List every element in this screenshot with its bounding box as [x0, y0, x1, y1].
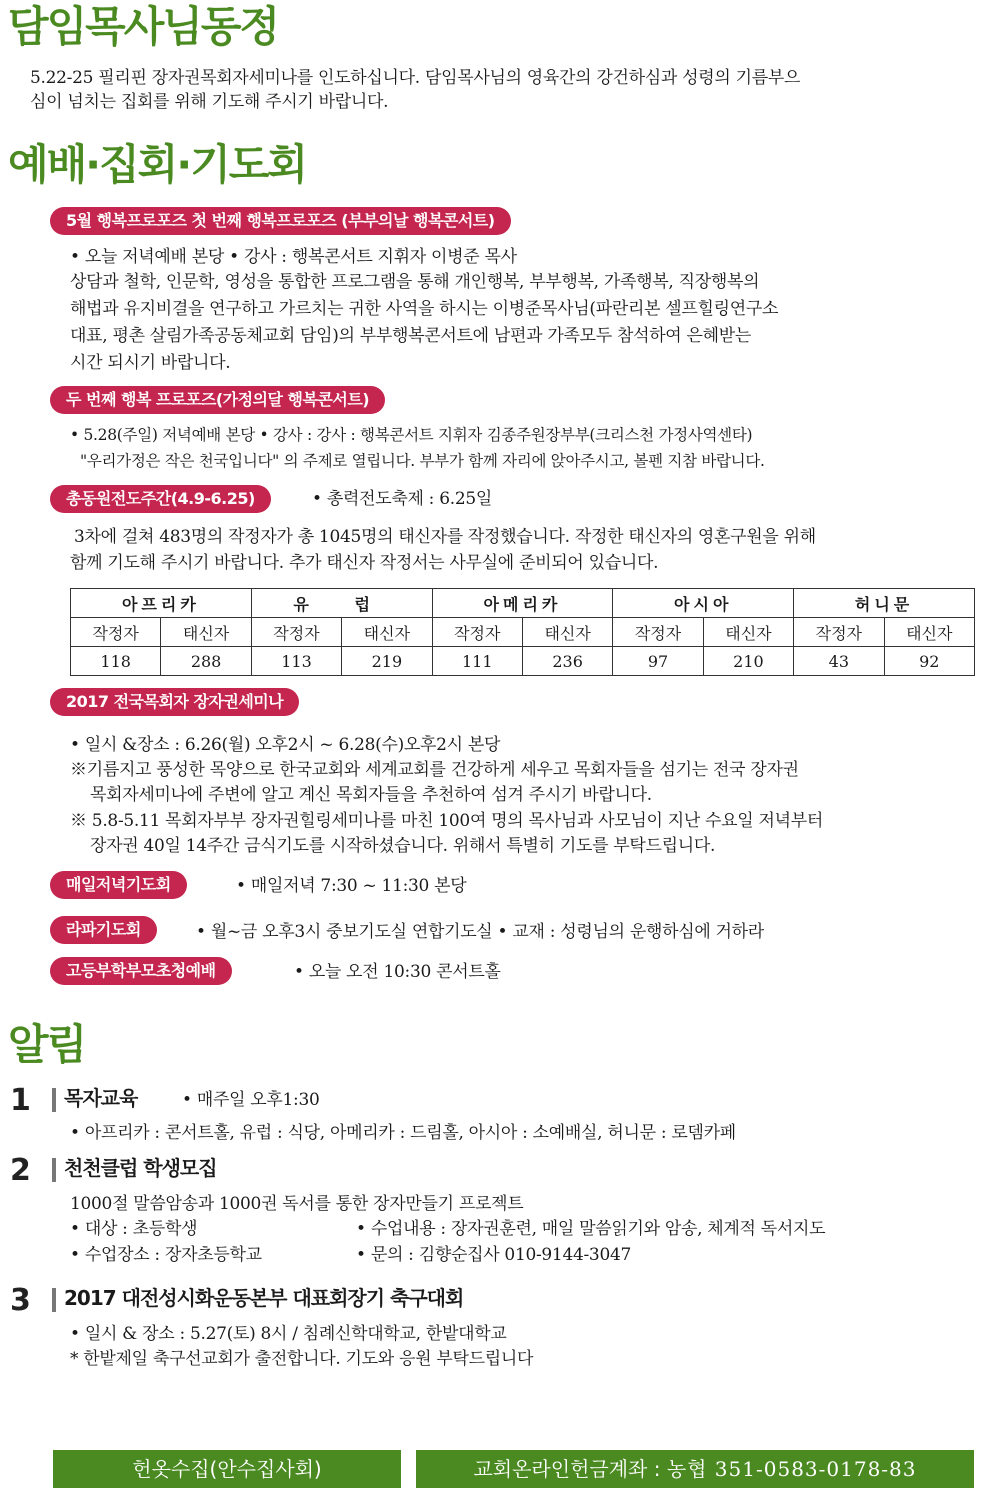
notice-line: • 일시 & 장소 : 5.27(토) 8시 / 침례신학대학교, 한밭대학교	[70, 1324, 507, 1344]
table-cell: 43	[794, 647, 884, 676]
pastor-section-title: 담임목사님동정	[8, 2, 279, 51]
table-subheader: 태신자	[703, 618, 793, 647]
notice-title: 목자교육	[64, 1086, 138, 1110]
offering-account-box	[416, 1450, 974, 1488]
table-subheader: 작정자	[794, 618, 884, 647]
table-cell: 92	[884, 647, 974, 676]
notice-title: 천천클럽 학생모집	[64, 1156, 217, 1180]
notice-title: 2017 대전성시화운동본부 대표회장기 축구대회	[64, 1286, 464, 1310]
table-cell: 236	[522, 647, 612, 676]
table-group-america: 아메리카	[432, 589, 613, 618]
rapha-prayer-text: • 월~금 오후3시 중보기도실 연합기도실 • 교재 : 성령님의 운행하심에 거하라	[196, 922, 764, 942]
table-subheader: 작정자	[613, 618, 703, 647]
notice-section-title: 알림	[8, 1020, 86, 1069]
propose2-label: 두 번째 행복 프로포즈(가정의달 행복콘서트)	[50, 386, 385, 414]
propose2-line1: • 5.28(주일) 저녁예배 본당 • 강사 : 강사 : 행복콘서트 지휘자 김종주원장부부(크리스천 가정사역센타)	[70, 426, 753, 444]
divider	[52, 1288, 56, 1312]
table-cell: 97	[613, 647, 703, 676]
table-cell: 219	[342, 647, 432, 676]
table-group-honeymoon: 허니문	[794, 589, 975, 618]
notice-number: 1	[10, 1083, 31, 1118]
rapha-prayer-label: 라파기도회	[50, 916, 157, 944]
table-cell: 113	[251, 647, 341, 676]
table-subheader: 작정자	[251, 618, 341, 647]
evangelism-line2: 함께 기도해 주시기 바랍니다. 추가 태신자 작정서는 사무실에 준비되어 있습니다.	[70, 553, 659, 573]
seminar-line1: • 일시 &장소 : 6.26(월) 오후2시 ~ 6.28(수)오후2시 본당	[70, 735, 501, 755]
seminar-label: 2017 전국목회자 장자권세미나	[50, 688, 299, 716]
table-subheader: 태신자	[342, 618, 432, 647]
pastor-text-line1: 5.22-25 필리핀 장자권목회자세미나를 인도하십니다. 담임목사님의 영육간의 강건하심과 성령의 기름부으	[30, 68, 801, 88]
propose1-label: 5월 행복프로포즈 첫 번째 행복프로포즈 (부부의날 행복콘서트)	[50, 207, 511, 235]
divider	[52, 1088, 56, 1112]
seminar-line2: ※기름지고 풍성한 목양으로 한국교회와 세계교회를 건강하게 세우고 목회자들을 섬기는 전국 장자권	[70, 760, 799, 780]
evangelism-table	[70, 588, 975, 676]
propose1-line5: 시간 되시기 바랍니다.	[70, 353, 231, 373]
table-subheader: 태신자	[522, 618, 612, 647]
table-cell: 118	[71, 647, 161, 676]
table-group-europe: 유 럽	[251, 589, 432, 618]
table-subheader: 작정자	[71, 618, 161, 647]
notice-line: • 아프리카 : 콘서트홀, 유럽 : 식당, 아메리카 : 드림홀, 아시아 : 소예배실, 허니문 : 로뎀카페	[70, 1123, 736, 1143]
table-subheader: 태신자	[161, 618, 251, 647]
evening-prayer-text: • 매일저녁 7:30 ~ 11:30 본당	[236, 876, 467, 896]
table-cell: 288	[161, 647, 251, 676]
propose1-line1: • 오늘 저녁예배 본당 • 강사 : 행복콘서트 지휘자 이병준 목사	[70, 247, 517, 267]
propose2-line2: "우리가정은 작은 천국입니다" 의 주제로 열립니다. 부부가 함께 자리에 앉아주시고, 볼펜 지참 바랍니다.	[80, 452, 765, 470]
clothing-collection-box	[53, 1450, 401, 1488]
propose1-line2: 상담과 철학, 인문학, 영성을 통합한 프로그램을 통해 개인행복, 부부행복, 가족행복, 직장행복의	[70, 272, 760, 292]
table-cell: 210	[703, 647, 793, 676]
evening-prayer-label: 매일저녁기도회	[50, 871, 187, 899]
notice-side: • 매주일 오후1:30	[182, 1090, 320, 1110]
seminar-line5: 장자권 40일 14주간 금식기도를 시작하셨습니다. 위해서 특별히 기도를 부탁드립니다.	[90, 836, 716, 856]
table-cell: 111	[432, 647, 522, 676]
notice-line: • 수업장소 : 장자초등학교	[70, 1245, 262, 1265]
clothing-collection-text: 헌옷수집(안수집사회)	[132, 1457, 322, 1481]
pastor-text-line2: 심이 넘치는 집회를 위해 기도해 주시기 바랍니다.	[30, 92, 389, 112]
youth-worship-text: • 오늘 오전 10:30 콘서트홀	[294, 962, 501, 982]
notice-line: • 수업내용 : 장자권훈련, 매일 말씀읽기와 암송, 체계적 독서지도	[356, 1219, 826, 1239]
table-group-asia: 아시아	[613, 589, 794, 618]
notice-line: 1000절 말씀암송과 1000권 독서를 통한 장자만들기 프로젝트	[70, 1194, 524, 1214]
notice-number: 2	[10, 1153, 31, 1188]
table-group-africa: 아프리카	[71, 589, 252, 618]
worship-section-title: 예배·집회·기도회	[8, 140, 306, 189]
evangelism-festival: • 총력전도축제 : 6.25일	[312, 489, 492, 509]
offering-account-number: 농협 351-0583-0178-83	[666, 1457, 917, 1481]
propose1-line4: 대표, 평촌 살림가족공동체교회 담임)의 부부행복콘서트에 남편과 가족모두 참석하여 은혜받는	[70, 326, 752, 346]
offering-account-label: 교회온라인헌금계좌 :	[473, 1457, 667, 1481]
seminar-line3: 목회자세미나에 주변에 알고 계신 목회자들을 추천하여 섬겨 주시기 바랍니다.	[90, 785, 652, 805]
notice-line: • 문의 : 김향순집사 010-9144-3047	[356, 1245, 631, 1265]
notice-line: • 대상 : 초등학생	[70, 1219, 198, 1239]
notice-number: 3	[10, 1283, 31, 1318]
evangelism-line1: 3차에 걸쳐 483명의 작정자가 총 1045명의 태신자를 작정했습니다. 작정한 태신자의 영혼구원을 위해	[74, 527, 816, 547]
seminar-line4: ※ 5.8-5.11 목회자부부 장자권힐링세미나를 마친 100여 명의 목사님과 사모님이 지난 수요일 저녁부터	[70, 811, 824, 831]
notice-line: * 한밭제일 축구선교회가 출전합니다. 기도와 응원 부탁드립니다	[70, 1349, 534, 1369]
evangelism-label: 총동원전도주간(4.9-6.25)	[50, 485, 271, 513]
youth-worship-label: 고등부학부모초청예배	[50, 957, 232, 985]
divider	[52, 1158, 56, 1182]
table-subheader: 태신자	[884, 618, 974, 647]
table-subheader: 작정자	[432, 618, 522, 647]
propose1-line3: 해법과 유지비결을 연구하고 가르치는 귀한 사역을 하시는 이병준목사님(파란리본 셀프힐링연구소	[70, 299, 779, 319]
